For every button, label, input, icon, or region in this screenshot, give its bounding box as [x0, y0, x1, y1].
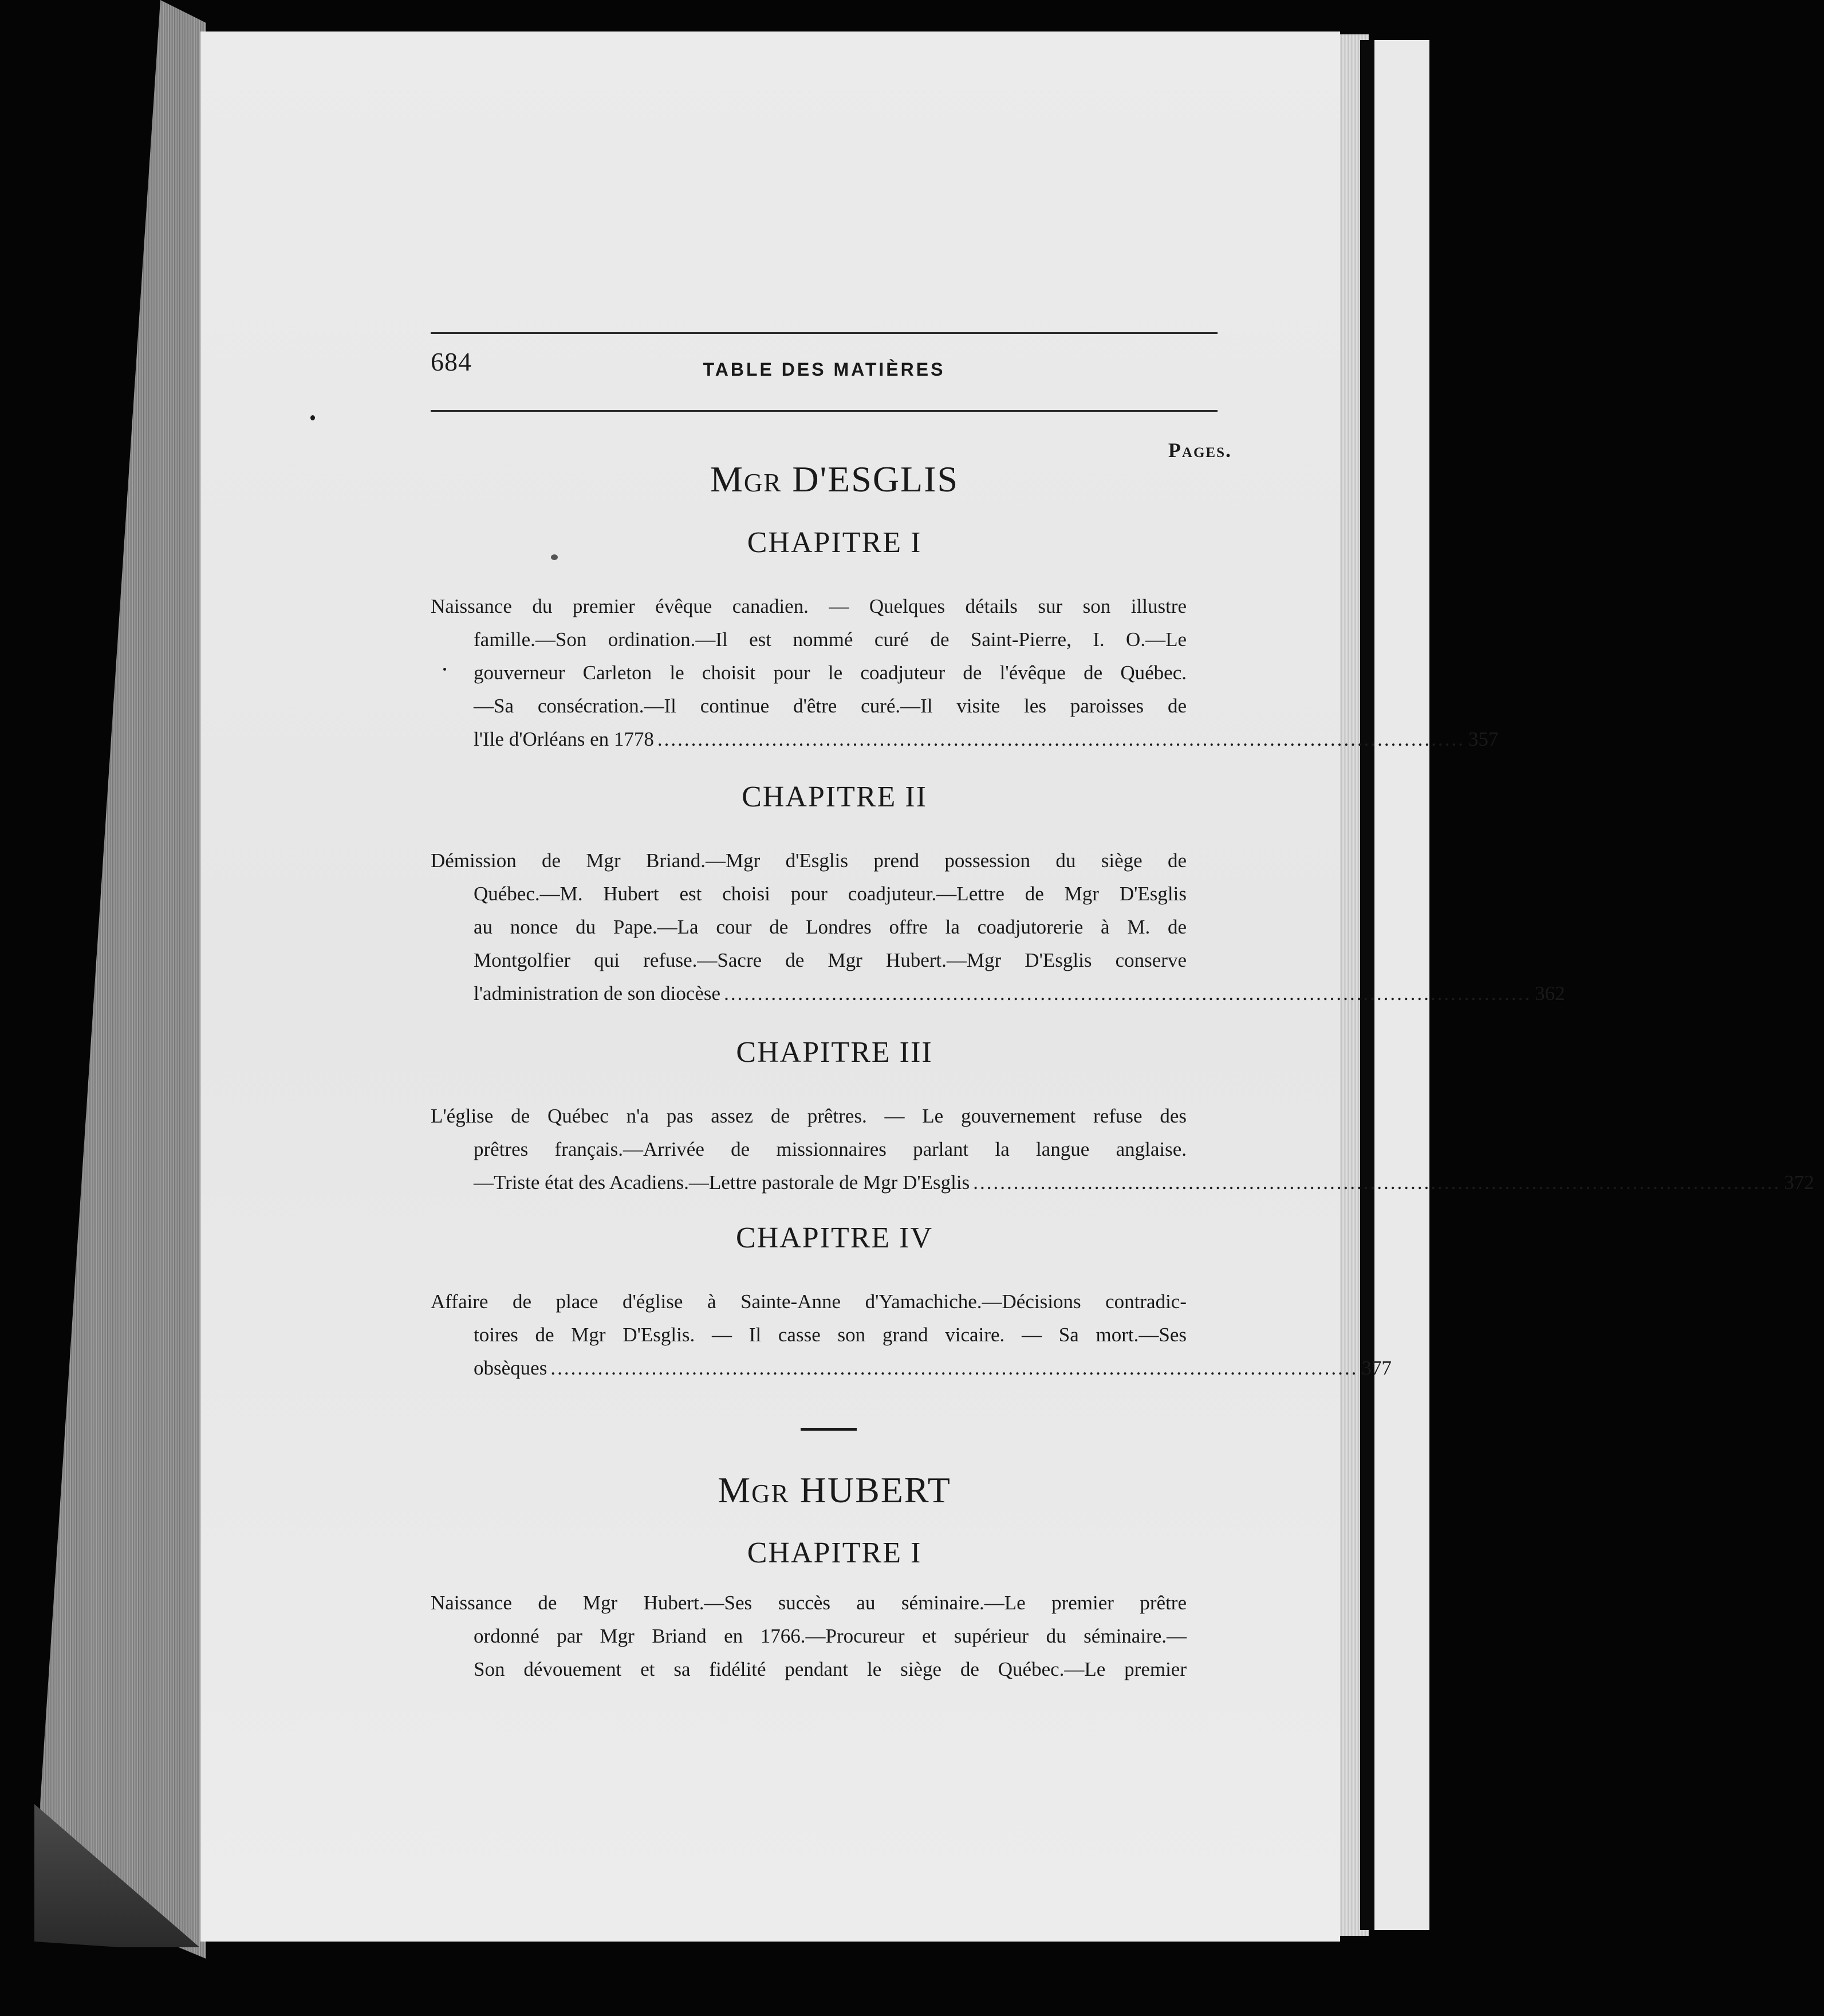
dot-leader: ........................................................................................................................ [550, 1357, 1358, 1379]
scan-speck [443, 668, 446, 671]
chapter-heading: CHAPITRE I [747, 526, 922, 559]
toc-entry-last-line [431, 1166, 1814, 1199]
toc-entry-line: l'administration de son diocèse [474, 982, 721, 1005]
toc-entry-line: famille.—Son ordination.—Il est nommé curé de Saint-Pierre, I. O.—Le [474, 628, 1187, 651]
toc-entry-line: prêtres français.—Arrivée de missionnaires parlant la langue anglaise. [474, 1138, 1187, 1160]
toc-entry-line: gouverneur Carleton le choisit pour le coadjuteur de l'évêque de Québec. [474, 662, 1187, 684]
toc-entry-line: obsèques [474, 1357, 547, 1379]
book-page-edges-left [40, 0, 206, 1959]
section-title-desglis [431, 458, 1238, 501]
section-divider [801, 1428, 857, 1431]
page-reference: 377 [1361, 1357, 1392, 1379]
toc-entry [431, 1285, 1392, 1385]
page-reference: 372 [1784, 1171, 1814, 1194]
page-reference: 357 [1468, 728, 1499, 750]
toc-entry-last-line [431, 1352, 1392, 1385]
toc-entry-line: Affaire de place d'église à Sainte-Anne d'Yamachiche.—Décisions contradic- [431, 1290, 1187, 1313]
header-rule-bottom [431, 410, 1218, 412]
header-rule-top [431, 332, 1218, 334]
toc-entry [431, 590, 1499, 756]
chapter-heading: CHAPITRE III [736, 1036, 933, 1069]
toc-entry [431, 1586, 1187, 1686]
toc-entry-line: Démission de Mgr Briand.—Mgr d'Esglis prend possession du siège de [431, 849, 1187, 872]
pages-column-label: Pages. [1168, 439, 1232, 462]
toc-entry [431, 1100, 1814, 1199]
running-head [431, 346, 1218, 381]
toc-entry-last-line [431, 977, 1565, 1010]
toc-entry-line: Naissance du premier évêque canadien. — Quelques détails sur son illustre [431, 595, 1187, 617]
scan-speck [310, 415, 315, 420]
toc-entry-line: L'église de Québec n'a pas assez de prêtres. — Le gouvernement refuse des [431, 1105, 1187, 1127]
chapter-heading: CHAPITRE II [742, 781, 927, 813]
toc-entry-line: Québec.—M. Hubert est choisi pour coadjuteur.—Lettre de Mgr D'Esglis [474, 883, 1187, 905]
section-title-name: D'ESGLIS [792, 459, 959, 499]
toc-entry-line: —Sa consécration.—Il continue d'être curé.—Il visite les paroisses de [474, 695, 1187, 717]
running-title: TABLE DES MATIÈRES [703, 359, 946, 380]
section-title-prefix: Mgr [710, 459, 782, 499]
page-number: 684 [431, 347, 472, 376]
toc-entry-line: —Triste état des Acadiens.—Lettre pastorale de Mgr D'Esglis [474, 1171, 970, 1194]
section-title-hubert [431, 1469, 1238, 1511]
toc-entry-line: Montgolfier qui refuse.—Sacre de Mgr Hubert.—Mgr D'Esglis conserve [474, 949, 1187, 971]
toc-entry-line: Naissance de Mgr Hubert.—Ses succès au séminaire.—Le premier prêtre [431, 1592, 1187, 1614]
dot-leader: ........................................................................................................................ [657, 728, 1465, 750]
page-reference: 362 [1535, 982, 1565, 1005]
chapter-heading: CHAPITRE IV [735, 1222, 933, 1254]
chapter-heading: CHAPITRE I [747, 1537, 922, 1569]
toc-entry [431, 844, 1565, 1010]
toc-entry-line: au nonce du Pape.—La cour de Londres offre la coadjutorerie à M. de [474, 916, 1187, 938]
scan-speck [551, 554, 558, 560]
toc-entry-line: ordonné par Mgr Briand en 1766.—Procureur et supérieur du séminaire.— [474, 1625, 1187, 1647]
section-title-name: HUBERT [799, 1470, 951, 1510]
toc-entry-line: toires de Mgr D'Esglis. — Il casse son grand vicaire. — Sa mort.—Ses [474, 1324, 1187, 1346]
dot-leader: ........................................................................................................................ [973, 1171, 1781, 1194]
dot-leader: ........................................................................................................................ [724, 982, 1532, 1005]
toc-entry-line: Son dévouement et sa fidélité pendant le siège de Québec.—Le premier [474, 1658, 1187, 1680]
toc-entry-line: l'Ile d'Orléans en 1778 [474, 728, 654, 750]
section-title-prefix: Mgr [718, 1470, 790, 1510]
toc-entry-last-line [431, 723, 1499, 756]
